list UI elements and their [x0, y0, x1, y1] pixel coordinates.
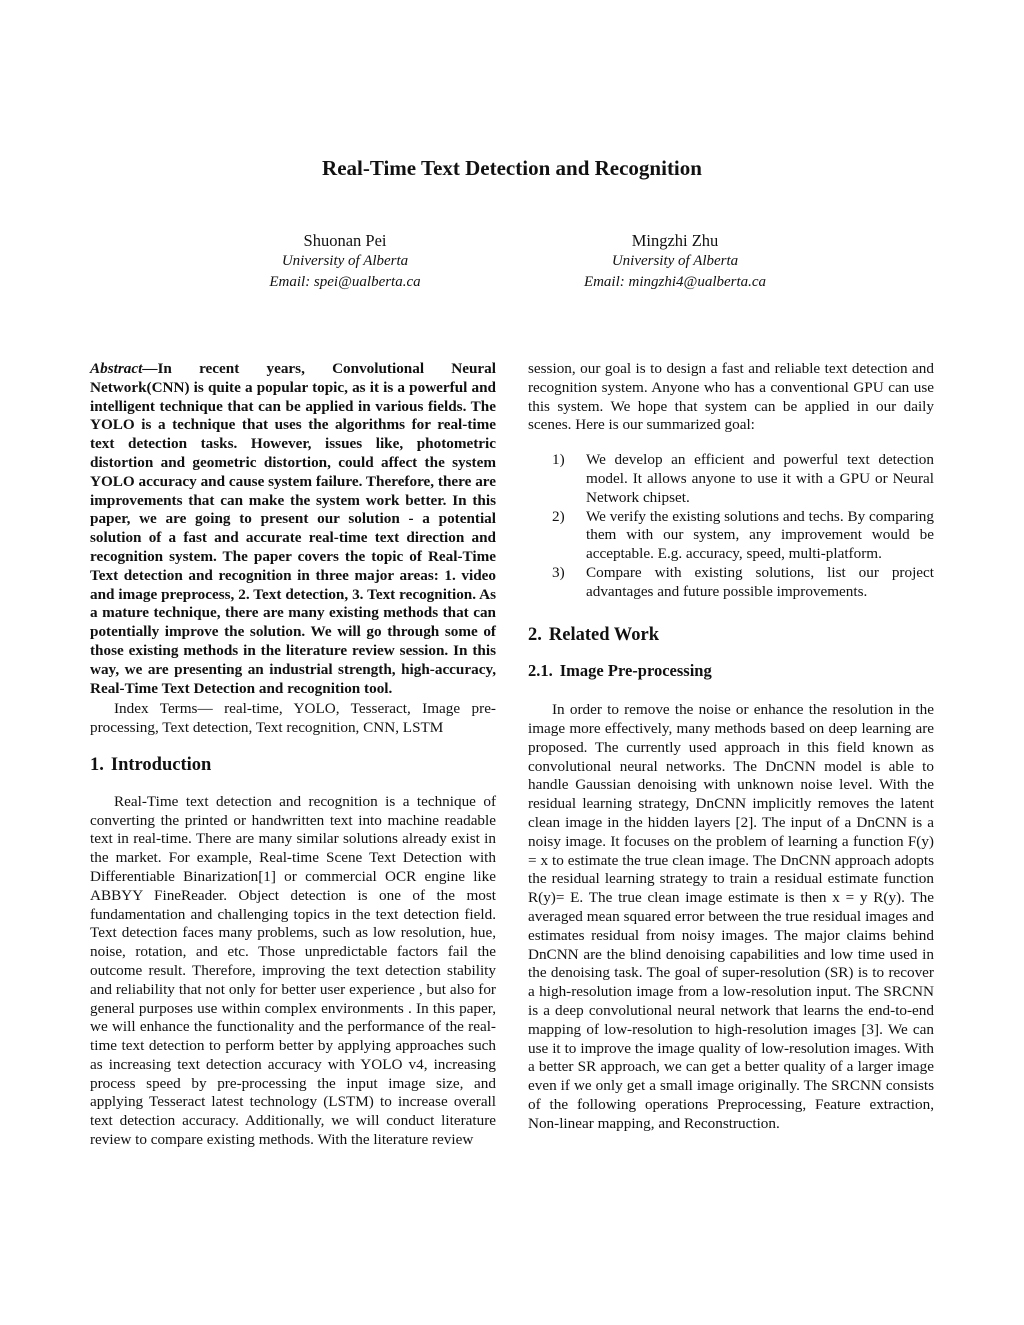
list-item: [528, 564, 934, 602]
author-email: Email: spei@ualberta.ca: [269, 274, 421, 290]
author-name: Mingzhi Zhu: [631, 231, 719, 250]
author-affiliation: University of Alberta: [281, 253, 409, 269]
abstract: [90, 360, 496, 698]
left-column: [90, 360, 496, 1150]
list-text: Compare with existing solutions, list our project advantages and future possible improvements.: [586, 563, 934, 600]
paper-title: Real-Time Text Detection and Recognition: [322, 156, 702, 180]
abstract-lead: Abstract—: [90, 360, 158, 377]
abstract-text: In recent years, Convolutional Neural Network(CNN) is quite a popular topic, as it is a powerful and intelligent technique that can be applied in various fields. The YOLO is a technique that uses the algorithms for real-time text detection tasks. However, issues like, photometric distortion and geometric distortion, could affect the system YOLO accuracy and cause system failure. Therefore, there are improvements that can make the system work better. In this paper, we are going to present our solution - a potential solution of a fast and accurate real-time text direction and recognition system. The paper covers the topic of Real-Time Text detection and recognition in three major areas: 1. video and image preprocess, 2. Text detection, 3. Text recognition. As a mature technique, there are many existing methods that can potentially improve the solution. We will go through some of those existing methods in the literature review session. In this way, we are presenting an industrial strength, high-accuracy, Real-Time Text Detection and recognition tool.: [90, 360, 496, 697]
introduction-continuation: session, our goal is to design a fast and reliable text detection and recognition system. Anyone who has a conventional GPU can use this system. We hope that system can be applied in our daily scenes. Here is our summarized goal:: [528, 360, 934, 434]
subsection-heading-image-preprocessing: [528, 662, 934, 681]
section-heading-introduction: [90, 756, 496, 775]
goals-list: [528, 451, 934, 601]
right-column: [528, 360, 934, 1133]
section-number: 2.: [528, 624, 542, 645]
section-heading-related-work: [528, 626, 934, 645]
list-text: We develop an efficient and powerful text detection model. It allows anyone to use it with a GPU or Neural Network chipset.: [586, 451, 934, 506]
author-affiliation: University of Alberta: [611, 253, 739, 269]
author-block-1: [195, 230, 495, 293]
section-number: 1.: [90, 754, 104, 775]
section-title: Introduction: [110, 754, 212, 775]
list-item: [528, 451, 934, 507]
subsection-title: Image Pre-processing: [559, 661, 712, 681]
section-title: Related Work: [548, 624, 660, 645]
author-block-2: [525, 230, 825, 293]
list-number: 3): [552, 563, 565, 581]
list-item: [528, 508, 934, 564]
list-text: We verify the existing solutions and techs. By comparing them with our system, any improvement would be acceptable. E.g. accuracy, speed, multi-platform.: [586, 507, 934, 563]
list-number: 2): [552, 507, 565, 525]
author-name: Shuonan Pei: [303, 231, 387, 250]
introduction-paragraph: Real-Time text detection and recognition is a technique of converting the printed or handwritten text into machine readable text in real-time. There are many similar solutions already exist in the market. For example, Real-time Scene Text Detection with Differentiable Binarization[1] or commercial OCR engine like ABBYY FineReader. Object detection is one of the most fundamentation and challenging topics in the text detection field. Text detection faces many problems, such as low resolution, hue, noise, rotation, and etc. Those unpredictable factors fail the outcome result. Therefore, improving the text detection stability and reliability that not only for better user experience , but also for general purposes use within complex environments . In this paper, we will enhance the functionality and the performance of the real-time text detection to perform better by applying approaches such as increasing text detection accuracy with YOLO v4, increasing process speed by pre-processing the input image size, and applying Tesseract latest technology (LSTM) to increase overall text detection accuracy. Additionally, we will conduct literature review to compare existing methods. With the literature review: [90, 792, 496, 1149]
list-number: 1): [552, 451, 565, 469]
subsection-number: 2.1.: [528, 661, 553, 681]
author-email: Email: mingzhi4@ualberta.ca: [583, 274, 767, 290]
preprocessing-paragraph: In order to remove the noise or enhance the resolution in the image more effectively, many methods based on deep learning are proposed. The currently used approach in this field known as convolutional neural networks. The DnCNN model is able to handle Gaussian denoising with unknown noise level. With the residual learning strategy, DnCNN implicitly removes the latent clean image in the hidden layers [2]. The input of a DnCNN is a noisy image. It focuses on the problem of learning a function F(y) = x to estimate the true clean image. The DnCNN approach adopts the residual learning strategy to train a residual estimate function R(y)= E. The true clean image estimate is then x = y R(y). The averaged mean squared error between the true residual images and estimates residual from noisy images. The major claims behind DnCNN are the blind denoising capabilities and low time used in the denoising task. The goal of super-resolution (SR) is to recover a high-resolution image from a low-resolution input. The SRCNN is a deep convolutional neural network that learns the end-to-end mapping of low-resolution to high-resolution images [3]. We can use it to improve the image quality of low-resolution images. With a better SR approach, we can get a better quality of a larger image even if we only get a small image originally. The SRCNN consists of the following operations Preprocessing, Feature extraction, Non-linear mapping, and Reconstruction.: [528, 701, 934, 1132]
index-terms: Index Terms— real-time, YOLO, Tesseract, Image pre-processing, Text detection, Text recognition, CNN, LSTM: [90, 700, 496, 737]
